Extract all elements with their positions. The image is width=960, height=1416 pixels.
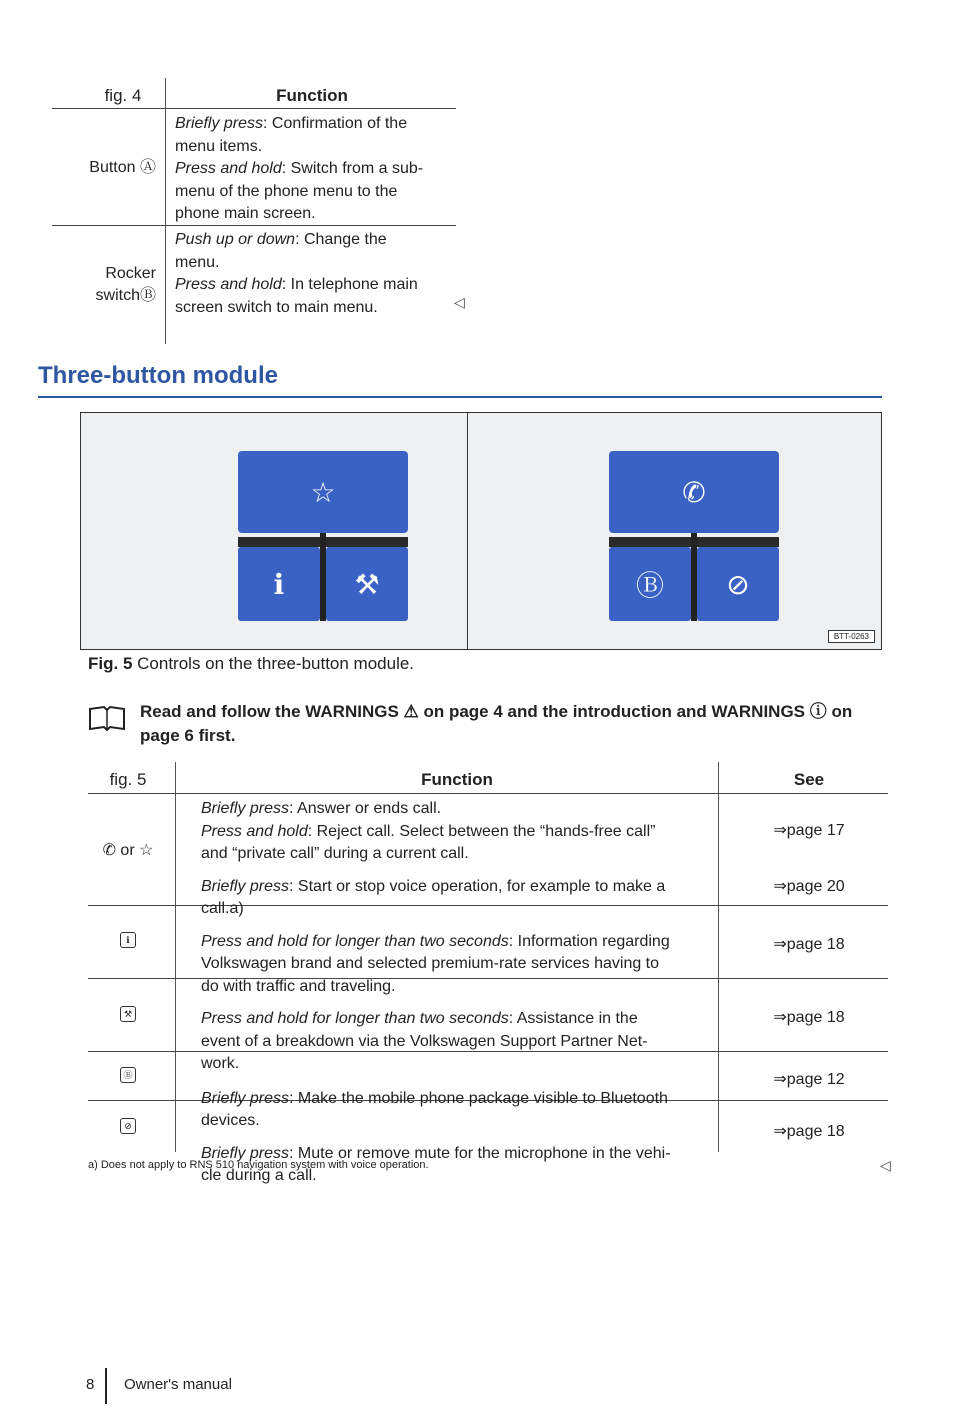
info-icon: ℹ [273,568,285,600]
table2-col-see: See [793,770,825,789]
table2-icon-phone-star [88,840,168,860]
table1-row1-line: phone main screen. [175,205,316,222]
phone-voice-icon: ✆ [682,476,706,508]
figure-caption-label: Fig. 5 [88,654,133,673]
table2-line: Press and hold for longer than two seconds: Information regarding [201,932,670,950]
table1-row1-line: menu items. [175,137,263,155]
table1-row2-line: Press and hold: In telephone main [175,276,418,293]
table1-row1-label: Button Ⓐ [89,159,156,176]
table2-col-fig: fig. 5 [109,770,147,789]
mute-microphone-icon: ⊘ [120,1118,136,1134]
back-arrow-icon[interactable]: ◁ [880,1157,891,1173]
wrench-icon: ⚒ [120,1006,136,1022]
table2-divider-1 [175,762,176,1152]
footer-divider [105,1368,107,1404]
figure-divider [467,413,468,649]
page-number: 8 [86,1376,95,1393]
bluetooth-button [609,547,691,621]
figure-three-button-module [80,412,882,650]
book-icon [88,703,126,733]
table1-col-fig: fig. 4 [104,86,142,105]
table2-line: Briefly press: Mute or remove mute for the microphone in the vehi- [201,1144,671,1162]
table2-line: event of a breakdown via the Volkswagen Support Partner Net- [201,1032,648,1050]
table2-col-function: Function [421,770,493,789]
table2-divider-2 [718,762,719,1152]
table1-row1-line: Press and hold: Switch from a sub- [175,160,424,177]
wrench-button [326,547,408,621]
table2-line: do with traffic and traveling. [201,977,396,995]
table1-col-function: Function [276,86,348,105]
see-link[interactable]: ⇒page 18 [773,1123,845,1140]
table2-line: Briefly press: Answer or ends call. [201,800,442,817]
table2-line: and “private call” during a current call. [201,845,469,862]
table2-header-rule [88,793,888,794]
section-rule [38,396,882,398]
module-left [238,451,408,621]
wrench-icon: ⚒ [354,568,380,600]
mute-button [697,547,779,621]
table1-row1-line: menu of the phone menu to the [175,182,398,200]
footnote: a) Does not apply to RNS 510 navigation system with voice operation. [88,1159,429,1171]
figure-caption-text: Controls on the three-button module. [137,654,415,673]
warning-notice: Read and follow the WARNINGS ⚠ on page 4 and the introduction and WARNINGS ⓘ on page 6 first. [140,702,853,745]
star-icon: ☆ [310,476,336,508]
see-link[interactable]: ⇒page 18 [773,936,845,953]
phone-star-icon: ✆ or ☆ [102,842,154,859]
table1-divider [165,78,166,344]
table1-header-rule [52,108,456,109]
table2-line: cle during a call. [201,1167,317,1184]
table2-icon-bluetooth [88,1066,168,1084]
figure-caption [88,654,414,674]
see-link[interactable]: ⇒page 18 [773,1009,845,1026]
star-button [238,451,408,533]
table2-icon-info [88,931,168,949]
table2-line: devices. [201,1112,260,1129]
phone-button [609,451,779,533]
table2-icon-mute [88,1117,168,1135]
module-right [609,451,779,621]
table1-row2-line: screen switch to main menu. [175,298,378,316]
see-link[interactable]: ⇒page 12 [773,1071,845,1088]
table1-row2-function [175,229,460,319]
table1-row1-line: Briefly press: Confirmation of the [175,115,408,132]
table2-line: Briefly press: Start or stop voice operation, for example to make a [201,877,666,895]
mute-microphone-icon: ⊘ [726,568,750,600]
bluetooth-icon: Ⓑ [635,570,664,601]
table2-line: Press and hold for longer than two seconds: Assistance in the [201,1010,638,1027]
see-link[interactable]: ⇒page 20 [773,878,845,895]
section-title: Three-button module [38,362,278,389]
see-link[interactable]: ⇒page 17 [773,822,845,839]
table2-function-rows [201,798,713,1188]
table1-row2-label: Rocker switchⒷ [95,265,156,304]
table2-line: Briefly press: Make the mobile phone package visible to Bluetooth [201,1089,668,1107]
table2-icon-wrench [88,1005,168,1023]
info-button [238,547,320,621]
table1-row2-line: menu. [175,253,220,271]
table2-line: call.a) [201,900,244,917]
figure-code: BTT-0263 [828,630,875,643]
manual-title: Owner's manual [124,1376,232,1393]
table2-line: Press and hold: Reject call. Select between the “hands-free call” [201,822,656,840]
table1-row2-line: Push up or down: Change the [175,231,387,248]
back-arrow-icon[interactable]: ◁ [454,294,465,310]
table2-line: Volkswagen brand and selected premium-rate services having to [201,955,660,972]
table2-line: work. [201,1055,240,1072]
info-icon: ℹ [120,932,136,948]
bluetooth-icon: Ⓑ [120,1067,136,1083]
table1-row1-function [175,113,460,226]
